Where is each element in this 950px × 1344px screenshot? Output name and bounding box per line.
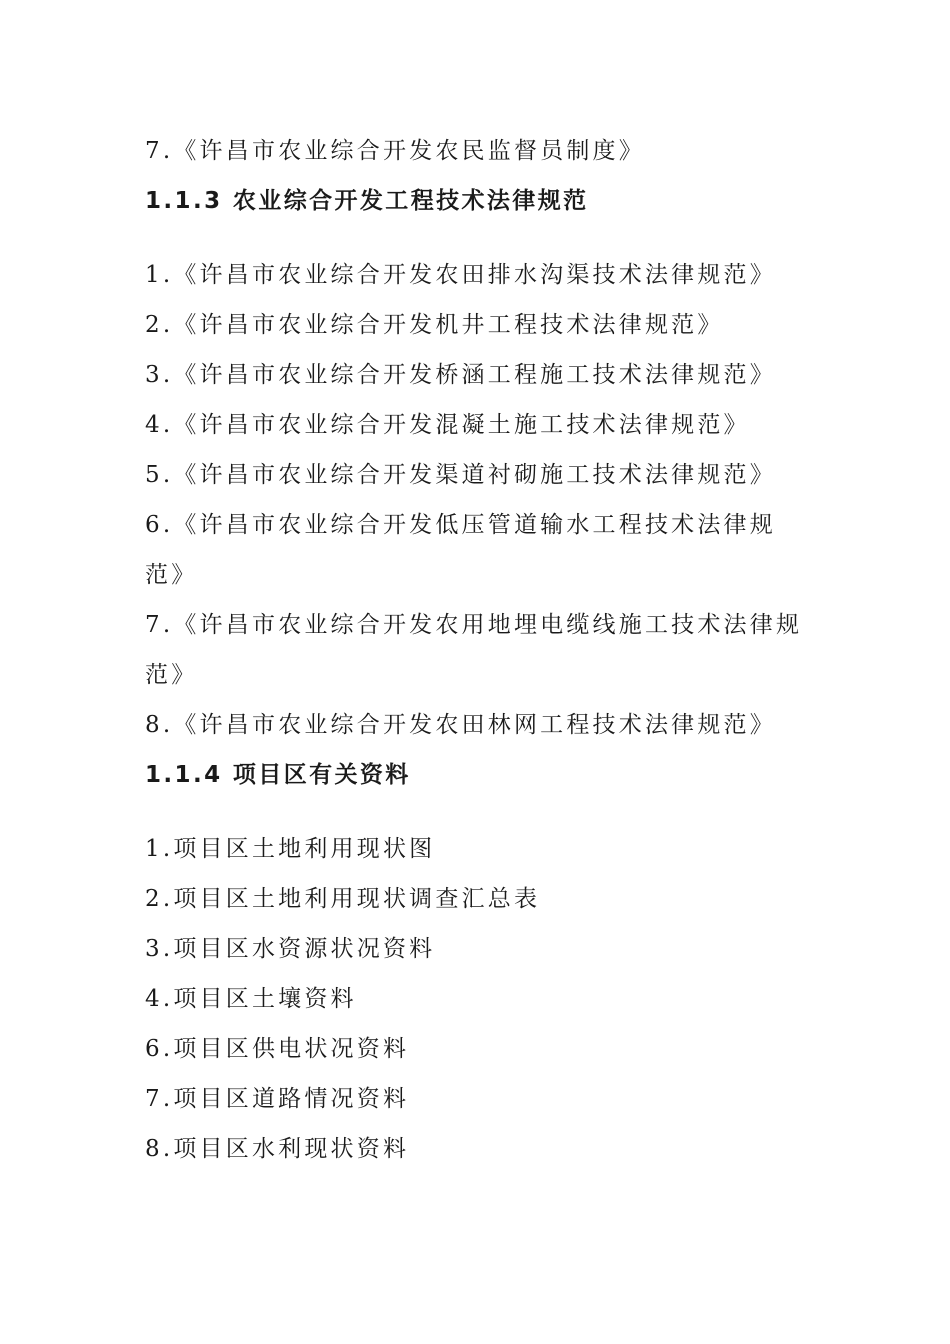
list-item: 4.《许昌市农业综合开发混凝土施工技术法律规范》: [145, 412, 750, 438]
list-item-line: 范》: [145, 662, 198, 688]
list-item: 7.项目区道路情况资料: [145, 1086, 410, 1112]
list-item: 2.《许昌市农业综合开发机井工程技术法律规范》: [145, 312, 724, 338]
list-item-line: 范》: [145, 562, 198, 588]
list-item: [145, 500, 805, 600]
section-heading-1-1-4: 1.1.4 项目区有关资料: [145, 762, 411, 788]
list-item: [145, 600, 805, 700]
document-page: [145, 126, 805, 1174]
list-item: 7.《许昌市农业综合开发农民监督员制度》: [145, 138, 645, 164]
list-item: 8.项目区水利现状资料: [145, 1136, 410, 1162]
list-item: 8.《许昌市农业综合开发农田林网工程技术法律规范》: [145, 712, 776, 738]
list-item: 1.《许昌市农业综合开发农田排水沟渠技术法律规范》: [145, 262, 776, 288]
list-item: 3.项目区水资源状况资料: [145, 936, 436, 962]
list-item: 4.项目区土壤资料: [145, 986, 357, 1012]
list-item: 2.项目区土地利用现状调查汇总表: [145, 886, 541, 912]
list-item: 6.项目区供电状况资料: [145, 1036, 410, 1062]
list-item: 5.《许昌市农业综合开发渠道衬砌施工技术法律规范》: [145, 462, 776, 488]
section-heading-1-1-3: 1.1.3 农业综合开发工程技术法律规范: [145, 188, 589, 214]
list-item-line: 7.《许昌市农业综合开发农用地埋电缆线施工技术法律规: [145, 612, 803, 638]
list-item-line: 6.《许昌市农业综合开发低压管道输水工程技术法律规: [145, 512, 776, 538]
list-item: 3.《许昌市农业综合开发桥涵工程施工技术法律规范》: [145, 362, 776, 388]
list-item: 1.项目区土地利用现状图: [145, 836, 436, 862]
